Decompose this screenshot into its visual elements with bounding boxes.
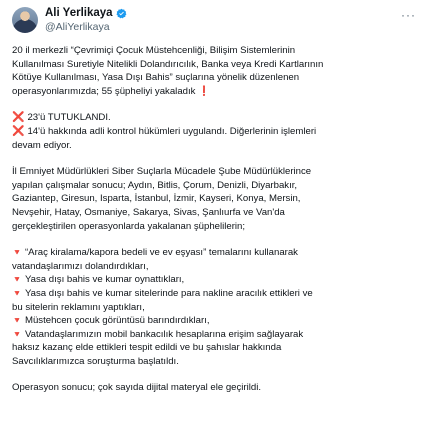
- arrest-line: [12, 111, 418, 125]
- bullets-paragraph: [12, 246, 418, 368]
- cities-line: Nevşehir, Hatay, Osmaniye, Sakarya, Sivas, Şanlıurfa ve Van'da: [12, 206, 285, 218]
- author-handle[interactable]: @AliYerlikaya: [45, 20, 110, 33]
- cities-line: Gaziantep, Giresun, Isparta, İstanbul, İzmir, Kayseri, Konya, Mersin,: [12, 193, 301, 205]
- more-options-icon[interactable]: ···: [401, 8, 416, 22]
- verified-badge-icon: [116, 8, 127, 19]
- cities-paragraph: [12, 165, 418, 233]
- control-text: 14'ü hakkında adli kontrol hükümleri uygulandı. Diğerlerinin işlemleri: [27, 125, 317, 137]
- cities-line: İl Emniyet Müdürlükleri Siber Suçlarla Mücadele Şube Müdürlüklerince: [12, 166, 312, 178]
- name-row: [45, 7, 127, 20]
- intro-line: Kullanılması Suretiyle Nitelikli Dolandırıcılık, Banka veya Kredi Kartlarının: [12, 58, 324, 70]
- bullet-line: [12, 287, 418, 301]
- bullet-text: Yasa dışı bahis ve kumar sitelerinde para nakline aracılık ettikleri ve: [24, 287, 313, 299]
- bullet-line: Savcılıklarımızca soruşturma başlatıldı.: [12, 355, 179, 367]
- intro-line-text: operasyonlarımızda; 55 şüpheliyi yakaladık: [12, 85, 196, 97]
- intro-line: Kötüye Kullanılması, Yasa Dışı Bahis” suçlarına yönelik düzenlenen: [12, 72, 300, 84]
- bullet-text: Vatandaşlarımızın mobil bankacılık hesaplarına erişim sağlayarak: [24, 328, 304, 340]
- intro-line: 20 il merkezli “Çevrimiçi Çocuk Müstehcenliği, Bilişim Sistemlerinin: [12, 45, 296, 56]
- bullet-line: [12, 328, 418, 342]
- exclamation-icon: ❗: [198, 85, 211, 97]
- closing-line: Operasyon sonucu; çok sayıda dijital materyal ele geçirildi.: [12, 382, 262, 394]
- bullet-text: Yasa dışı bahis ve kumar oynattıkları,: [24, 274, 185, 286]
- bullet-line: haksız kazanç elde ettikleri tespit edildi ve bu şahıslar hakkında: [12, 342, 282, 354]
- cross-mark-icon: ❌: [12, 112, 25, 124]
- red-triangle-icon: 🔻: [12, 248, 22, 258]
- bullet-line: [12, 246, 418, 260]
- red-triangle-icon: 🔻: [12, 288, 22, 298]
- cities-line: gerçekleştirilen operasyonlarda yakalanan şüphelilerin;: [12, 220, 246, 232]
- cities-line: yapılan çalışmalar sonucu; Aydın, Bitlis, Çorum, Denizli, Diyarbakır,: [12, 179, 298, 191]
- bullet-text: Müstehcen çocuk görüntüsü barındırdıkları,: [24, 315, 210, 327]
- author-info: [45, 7, 127, 32]
- arrest-text: 23'ü TUTUKLANDI.: [27, 112, 111, 124]
- intro-line: [12, 85, 418, 99]
- tweet-text: [12, 44, 418, 395]
- bullet-text: “Araç kiralama/kapora bedeli ve ev eşyası” temalarını kullanarak: [24, 247, 298, 259]
- cross-mark-icon: ❌: [12, 125, 25, 137]
- result-paragraph: [12, 111, 418, 152]
- red-triangle-icon: 🔻: [12, 275, 22, 285]
- red-triangle-icon: 🔻: [12, 329, 22, 339]
- intro-paragraph: [12, 44, 418, 98]
- control-line: devam ediyor.: [12, 139, 72, 151]
- control-line: [12, 125, 418, 139]
- tweet-header: [12, 6, 418, 34]
- red-triangle-icon: 🔻: [12, 316, 22, 326]
- bullet-line: [12, 273, 418, 287]
- closing-paragraph: [12, 381, 418, 395]
- avatar[interactable]: [12, 7, 38, 33]
- author-name[interactable]: Ali Yerlikaya: [45, 7, 113, 20]
- bullet-line: [12, 314, 418, 328]
- bullet-line: vatandaşlarımızı dolandırdıkları,: [12, 260, 149, 272]
- bullet-line: bu sitelerin reklamını yaptıkları,: [12, 301, 145, 313]
